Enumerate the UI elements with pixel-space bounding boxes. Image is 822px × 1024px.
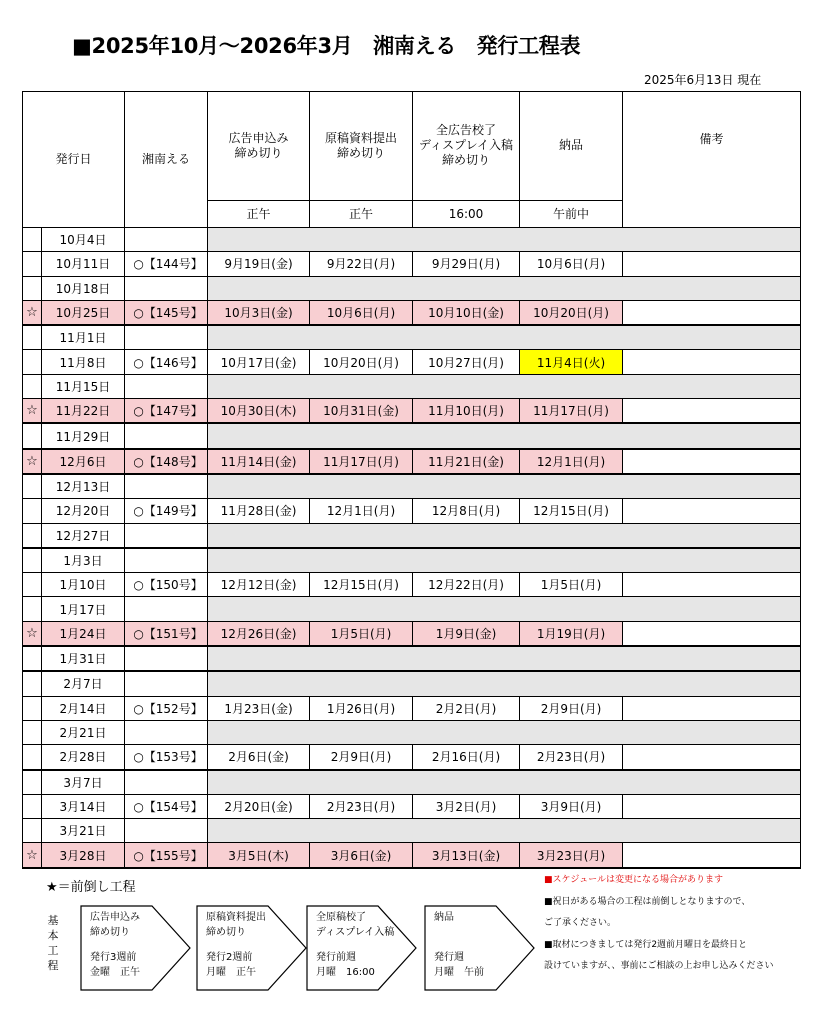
flow-step xyxy=(306,905,422,991)
remarks-cell xyxy=(623,449,801,474)
no-issue-cell xyxy=(208,770,801,795)
issue-date-cell: 10月18日 xyxy=(42,276,125,300)
issue-number-cell xyxy=(125,228,208,252)
table-row xyxy=(23,499,801,523)
no-issue-cell xyxy=(208,597,801,621)
ad-deadline-cell: 11月28日(金) xyxy=(208,499,310,523)
table-row xyxy=(23,720,801,744)
delivery-cell: 10月6日(月) xyxy=(520,252,623,276)
no-issue-cell xyxy=(208,276,801,300)
ad-deadline-cell: 10月30日(木) xyxy=(208,399,310,424)
table-row xyxy=(23,449,801,474)
issue-date-cell: 11月1日 xyxy=(42,325,125,350)
table-row xyxy=(23,474,801,499)
star-cell xyxy=(23,573,42,597)
table-row xyxy=(23,374,801,398)
issue-number-cell: ○【144号】 xyxy=(125,252,208,276)
flow-step-title: 納品 xyxy=(434,912,454,923)
star-cell xyxy=(23,794,42,818)
flow-label: 基 本 工 程 xyxy=(47,914,59,972)
ad-deadline-cell: 2月20日(金) xyxy=(208,794,310,818)
header-ad-deadline: 広告申込み 締め切り xyxy=(208,92,310,201)
issue-date-cell: 12月6日 xyxy=(42,449,125,474)
delivery-cell: 12月1日(月) xyxy=(520,449,623,474)
manuscript-deadline-cell: 3月6日(金) xyxy=(310,843,413,868)
issue-date-cell: 10月4日 xyxy=(42,228,125,252)
issue-number-cell xyxy=(125,374,208,398)
table-row xyxy=(23,523,801,548)
ad-deadline-cell: 3月5日(木) xyxy=(208,843,310,868)
no-issue-cell xyxy=(208,720,801,744)
star-cell xyxy=(23,819,42,843)
issue-date-cell: 12月13日 xyxy=(42,474,125,499)
issue-date-cell: 2月7日 xyxy=(42,671,125,696)
table-row xyxy=(23,843,801,868)
issue-number-cell: ○【146号】 xyxy=(125,350,208,374)
star-cell xyxy=(23,499,42,523)
remarks-cell xyxy=(623,745,801,770)
issue-number-cell xyxy=(125,423,208,448)
header-proof-deadline: 全広告校了 ディスプレイ入稿 締め切り xyxy=(413,92,520,201)
issue-number-cell: ○【150号】 xyxy=(125,573,208,597)
star-cell xyxy=(23,671,42,696)
table-row xyxy=(23,671,801,696)
star-cell: ☆ xyxy=(23,300,42,325)
table-row xyxy=(23,696,801,720)
note-interview: ■取材につきましては発行2週前月曜日を最終日と xyxy=(544,939,748,950)
flow-step xyxy=(80,905,196,991)
no-issue-cell xyxy=(208,374,801,398)
table-row xyxy=(23,621,801,646)
flow-step-title: 原稿資料提出 締め切り xyxy=(206,912,266,938)
issue-date-cell: 11月22日 xyxy=(42,399,125,424)
issue-number-cell xyxy=(125,276,208,300)
proof-deadline-cell: 2月2日(月) xyxy=(413,696,520,720)
table-row xyxy=(23,819,801,843)
note-interview-cont: 設けていますが、、事前にご相談の上お申し込みください xyxy=(544,961,774,971)
proof-deadline-cell: 11月21日(金) xyxy=(413,449,520,474)
proof-deadline-cell: 12月22日(月) xyxy=(413,573,520,597)
issue-date-cell: 12月27日 xyxy=(42,523,125,548)
star-cell xyxy=(23,646,42,671)
note-holiday-cont: ご了承ください。 xyxy=(544,918,617,928)
manuscript-deadline-cell: 10月20日(月) xyxy=(310,350,413,374)
no-issue-cell xyxy=(208,474,801,499)
table-row xyxy=(23,350,801,374)
no-issue-cell xyxy=(208,548,801,573)
issue-number-cell: ○【147号】 xyxy=(125,399,208,424)
issue-date-cell: 2月14日 xyxy=(42,696,125,720)
issue-number-cell xyxy=(125,819,208,843)
issue-date-cell: 11月29日 xyxy=(42,423,125,448)
issue-number-cell: ○【149号】 xyxy=(125,499,208,523)
table-row xyxy=(23,794,801,818)
proof-deadline-cell: 3月13日(金) xyxy=(413,843,520,868)
issue-date-cell: 12月20日 xyxy=(42,499,125,523)
header-delivery: 納品 xyxy=(520,92,623,201)
ad-deadline-cell: 2月6日(金) xyxy=(208,745,310,770)
issue-number-cell: ○【153号】 xyxy=(125,745,208,770)
issue-date-cell: 1月3日 xyxy=(42,548,125,573)
issue-number-cell: ○【154号】 xyxy=(125,794,208,818)
proof-deadline-cell: 12月8日(月) xyxy=(413,499,520,523)
issue-date-cell: 3月7日 xyxy=(42,770,125,795)
star-cell: ☆ xyxy=(23,843,42,868)
issue-number-cell xyxy=(125,597,208,621)
flow-step xyxy=(196,905,312,991)
ad-deadline-cell: 12月26日(金) xyxy=(208,621,310,646)
table-row xyxy=(23,252,801,276)
delivery-cell: 11月17日(月) xyxy=(520,399,623,424)
issue-date-cell: 1月24日 xyxy=(42,621,125,646)
star-cell: ☆ xyxy=(23,621,42,646)
proof-deadline-cell: 10月27日(月) xyxy=(413,350,520,374)
manuscript-deadline-cell: 11月17日(月) xyxy=(310,449,413,474)
remarks-cell xyxy=(623,350,801,374)
issue-date-cell: 11月8日 xyxy=(42,350,125,374)
issue-number-cell: ○【148号】 xyxy=(125,449,208,474)
issue-number-cell xyxy=(125,770,208,795)
ad-deadline-cell: 10月3日(金) xyxy=(208,300,310,325)
issue-number-cell xyxy=(125,325,208,350)
issue-number-cell xyxy=(125,474,208,499)
manuscript-deadline-cell: 10月6日(月) xyxy=(310,300,413,325)
table-row xyxy=(23,770,801,795)
remarks-cell xyxy=(623,843,801,868)
as-of-date: 2025年6月13日 現在 xyxy=(644,73,762,87)
manuscript-deadline-cell: 9月22日(月) xyxy=(310,252,413,276)
proof-deadline-cell: 9月29日(月) xyxy=(413,252,520,276)
manuscript-deadline-cell: 12月15日(月) xyxy=(310,573,413,597)
proof-deadline-cell: 1月9日(金) xyxy=(413,621,520,646)
issue-date-cell: 2月21日 xyxy=(42,720,125,744)
proof-deadline-cell: 2月16日(月) xyxy=(413,745,520,770)
no-issue-cell xyxy=(208,523,801,548)
no-issue-cell xyxy=(208,228,801,252)
table-row xyxy=(23,646,801,671)
table-row xyxy=(23,228,801,252)
proof-deadline-cell: 10月10日(金) xyxy=(413,300,520,325)
schedule-table xyxy=(22,91,801,869)
issue-number-cell: ○【155号】 xyxy=(125,843,208,868)
star-cell xyxy=(23,720,42,744)
issue-date-cell: 3月14日 xyxy=(42,794,125,818)
table-row xyxy=(23,745,801,770)
issue-date-cell: 3月21日 xyxy=(42,819,125,843)
flow-step-title: 広告申込み 締め切り xyxy=(90,912,140,938)
header-issue: 湘南える xyxy=(125,92,208,228)
issue-date-cell: 1月31日 xyxy=(42,646,125,671)
remarks-cell xyxy=(623,621,801,646)
manuscript-deadline-cell: 2月23日(月) xyxy=(310,794,413,818)
remarks-cell xyxy=(623,499,801,523)
table-row xyxy=(23,597,801,621)
header-manuscript-deadline: 原稿資料提出 締め切り xyxy=(310,92,413,201)
table-row xyxy=(23,399,801,424)
delivery-cell: 1月5日(月) xyxy=(520,573,623,597)
note-schedule-change: ■スケジュールは変更になる場合があります xyxy=(544,875,723,885)
star-cell xyxy=(23,325,42,350)
star-cell xyxy=(23,474,42,499)
ad-deadline-cell: 1月23日(金) xyxy=(208,696,310,720)
star-cell xyxy=(23,276,42,300)
table-row xyxy=(23,300,801,325)
delivery-cell: 2月9日(月) xyxy=(520,696,623,720)
flow-step-timing: 発行週 月曜 午前 xyxy=(434,952,484,978)
star-cell xyxy=(23,696,42,720)
time-proof: 16:00 xyxy=(413,200,520,227)
manuscript-deadline-cell: 1月26日(月) xyxy=(310,696,413,720)
flow-step-timing: 発行前週 月曜 16:00 xyxy=(316,952,375,978)
star-cell xyxy=(23,423,42,448)
ad-deadline-cell: 11月14日(金) xyxy=(208,449,310,474)
issue-date-cell: 10月25日 xyxy=(42,300,125,325)
ad-deadline-cell: 12月12日(金) xyxy=(208,573,310,597)
delivery-cell: 11月4日(火) xyxy=(520,350,623,374)
time-delivery: 午前中 xyxy=(520,200,623,227)
delivery-cell: 12月15日(月) xyxy=(520,499,623,523)
table-row xyxy=(23,548,801,573)
star-cell xyxy=(23,548,42,573)
flow-step xyxy=(424,905,540,991)
proof-deadline-cell: 11月10日(月) xyxy=(413,399,520,424)
flow-step-timing: 発行2週前 月曜 正午 xyxy=(206,952,256,978)
star-cell: ☆ xyxy=(23,449,42,474)
star-cell xyxy=(23,597,42,621)
issue-date-cell: 1月17日 xyxy=(42,597,125,621)
issue-date-cell: 2月28日 xyxy=(42,745,125,770)
note-holiday: ■祝日がある場合の工程は前倒しとなりますので、 xyxy=(544,896,751,907)
star-cell xyxy=(23,350,42,374)
legend: ★＝前倒し工程 xyxy=(46,880,136,895)
delivery-cell: 2月23日(月) xyxy=(520,745,623,770)
delivery-cell: 3月23日(月) xyxy=(520,843,623,868)
header-issue-date: 発行日 xyxy=(23,92,125,228)
remarks-cell xyxy=(623,399,801,424)
notes xyxy=(544,876,774,984)
issue-number-cell xyxy=(125,548,208,573)
issue-number-cell: ○【152号】 xyxy=(125,696,208,720)
ad-deadline-cell: 10月17日(金) xyxy=(208,350,310,374)
remarks-cell xyxy=(623,252,801,276)
flow-step-timing: 発行3週前 金曜 正午 xyxy=(90,952,140,978)
issue-date-cell: 1月10日 xyxy=(42,573,125,597)
issue-number-cell: ○【145号】 xyxy=(125,300,208,325)
manuscript-deadline-cell: 10月31日(金) xyxy=(310,399,413,424)
time-manuscript: 正午 xyxy=(310,200,413,227)
ad-deadline-cell: 9月19日(金) xyxy=(208,252,310,276)
table-row xyxy=(23,423,801,448)
no-issue-cell xyxy=(208,671,801,696)
manuscript-deadline-cell: 2月9日(月) xyxy=(310,745,413,770)
no-issue-cell xyxy=(208,819,801,843)
flow-step-title: 全原稿校了 ディスプレイ入稿 xyxy=(316,912,395,938)
issue-number-cell xyxy=(125,720,208,744)
issue-date-cell: 10月11日 xyxy=(42,252,125,276)
no-issue-cell xyxy=(208,423,801,448)
issue-date-cell: 11月15日 xyxy=(42,374,125,398)
remarks-cell xyxy=(623,300,801,325)
proof-deadline-cell: 3月2日(月) xyxy=(413,794,520,818)
star-cell xyxy=(23,770,42,795)
table-row xyxy=(23,573,801,597)
no-issue-cell xyxy=(208,325,801,350)
delivery-cell: 3月9日(月) xyxy=(520,794,623,818)
header-remarks: 備考 xyxy=(623,92,801,228)
table-row xyxy=(23,276,801,300)
issue-number-cell xyxy=(125,671,208,696)
manuscript-deadline-cell: 12月1日(月) xyxy=(310,499,413,523)
star-cell xyxy=(23,745,42,770)
remarks-cell xyxy=(623,696,801,720)
issue-number-cell xyxy=(125,646,208,671)
issue-number-cell: ○【151号】 xyxy=(125,621,208,646)
star-cell xyxy=(23,252,42,276)
page-title: ■2025年10月～2026年3月 湘南える 発行工程表 xyxy=(72,34,581,58)
star-cell xyxy=(23,228,42,252)
issue-number-cell xyxy=(125,523,208,548)
star-cell xyxy=(23,374,42,398)
no-issue-cell xyxy=(208,646,801,671)
remarks-cell xyxy=(623,794,801,818)
star-cell xyxy=(23,523,42,548)
time-ad: 正午 xyxy=(208,200,310,227)
table-row xyxy=(23,325,801,350)
delivery-cell: 10月20日(月) xyxy=(520,300,623,325)
manuscript-deadline-cell: 1月5日(月) xyxy=(310,621,413,646)
delivery-cell: 1月19日(月) xyxy=(520,621,623,646)
star-cell: ☆ xyxy=(23,399,42,424)
issue-date-cell: 3月28日 xyxy=(42,843,125,868)
remarks-cell xyxy=(623,573,801,597)
